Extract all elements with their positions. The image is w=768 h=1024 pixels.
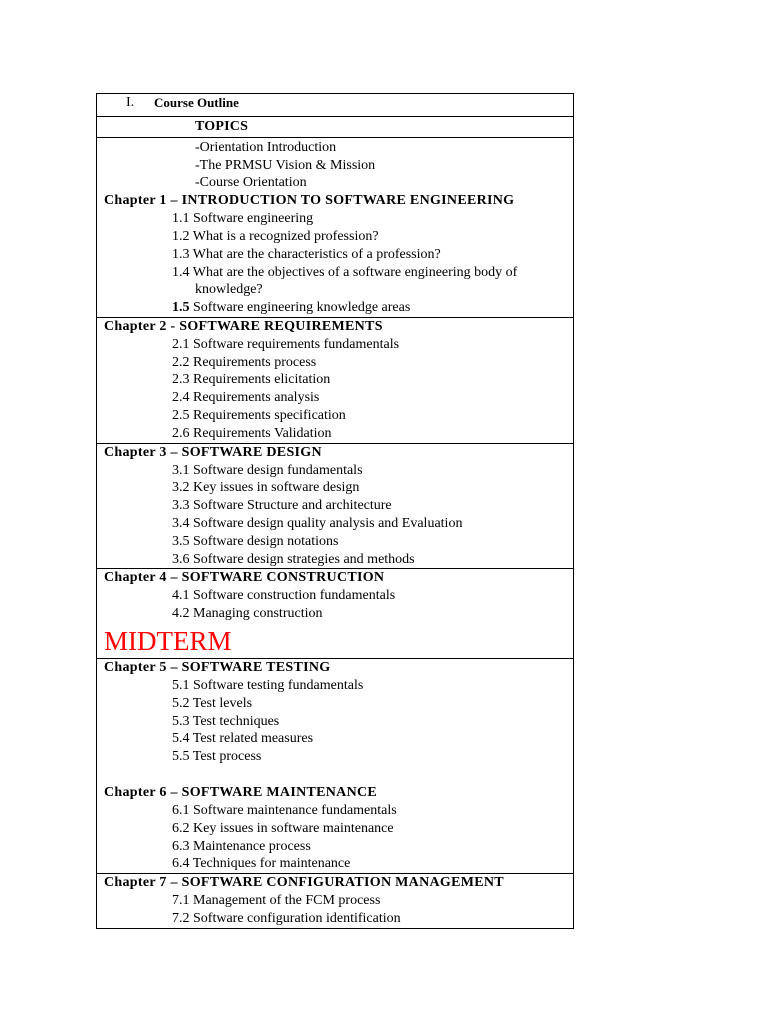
- item-text: Software engineering knowledge areas: [193, 300, 411, 316]
- chapter-2-item: 2.1 Software requirements fundamentals: [172, 336, 400, 352]
- chapter-1-item-continuation: knowledge?: [195, 282, 263, 298]
- orientation-item: -The PRMSU Vision & Mission: [195, 157, 376, 173]
- blank-line: [104, 766, 566, 784]
- chapter-7-item: 7.2 Software configuration identification: [172, 911, 401, 927]
- chapter-3-item: 3.3 Software Structure and architecture: [172, 498, 392, 514]
- chapter-3-item: 3.2 Key issues in software design: [172, 480, 360, 496]
- chapter-3-cell: [97, 443, 574, 569]
- chapter-4-item: 4.2 Managing construction: [172, 606, 323, 622]
- orientation-and-chapter-1-row: [97, 138, 574, 318]
- chapter-1-item: 1.3 What are the characteristics of a profession?: [172, 246, 441, 262]
- chapter-7-title: Chapter 7 – SOFTWARE CONFIGURATION MANAGEMENT: [104, 875, 504, 891]
- chapter-2-cell: [97, 317, 574, 443]
- chapter-3-item: 3.1 Software design fundamentals: [172, 462, 363, 478]
- chapter-7-cell: [97, 874, 574, 929]
- item-number: 1.5: [172, 300, 190, 316]
- chapter-1-item: 1.2 What is a recognized profession?: [172, 228, 379, 244]
- chapter-7-row: [97, 874, 574, 929]
- chapter-1-item: 1.1 Software engineering: [172, 211, 314, 227]
- chapter-3-item: 3.5 Software design notations: [172, 533, 339, 549]
- section-numeral: I.: [126, 95, 135, 110]
- chapter-5-and-6-cell: [97, 659, 574, 874]
- chapter-3-item: 3.6 Software design strategies and methods: [172, 551, 415, 567]
- chapter-4-cell: [97, 569, 574, 659]
- chapter-5-item: 5.5 Test process: [172, 749, 262, 765]
- chapter-5-item: 5.4 Test related measures: [172, 731, 314, 747]
- midterm-label: MIDTERM: [104, 626, 232, 657]
- chapter-2-item: 2.6 Requirements Validation: [172, 425, 332, 441]
- chapter-6-item: 6.1 Software maintenance fundamentals: [172, 803, 397, 819]
- chapter-3-title: Chapter 3 – SOFTWARE DESIGN: [104, 444, 322, 460]
- chapter-4-row: [97, 569, 574, 659]
- course-outline-table: [96, 93, 574, 929]
- outline-header-cell: [97, 94, 574, 117]
- chapter-4-item: 4.1 Software construction fundamentals: [172, 588, 396, 604]
- chapter-7-item: 7.1 Management of the FCM process: [172, 893, 381, 909]
- orientation-item: -Course Orientation: [195, 175, 307, 191]
- chapter-1-title: Chapter 1 – INTRODUCTION TO SOFTWARE ENGINEERING: [104, 193, 515, 209]
- chapter-6-title: Chapter 6 – SOFTWARE MAINTENANCE: [104, 785, 378, 801]
- chapter-1-item: [104, 299, 566, 317]
- chapter-1-item: 1.4 What are the objectives of a software engineering body of: [172, 264, 518, 280]
- chapter-5-item: 5.1 Software testing fundamentals: [172, 678, 364, 694]
- chapter-3-item: 3.4 Software design quality analysis and Evaluation: [172, 516, 463, 532]
- chapter-3-row: [97, 443, 574, 569]
- chapter-6-item: 6.4 Techniques for maintenance: [172, 856, 351, 872]
- chapter-4-title: Chapter 4 – SOFTWARE CONSTRUCTION: [104, 570, 385, 586]
- orientation-and-chapter-1-cell: [97, 138, 574, 318]
- orientation-item: -Orientation Introduction: [195, 140, 337, 155]
- chapter-2-item: 2.3 Requirements elicitation: [172, 372, 331, 388]
- chapter-5-item: 5.3 Test techniques: [172, 713, 280, 729]
- chapter-2-item: 2.4 Requirements analysis: [172, 390, 320, 406]
- chapter-2-item: 2.2 Requirements process: [172, 354, 317, 370]
- chapter-5-item: 5.2 Test levels: [172, 695, 253, 711]
- chapter-5-title: Chapter 5 – SOFTWARE TESTING: [104, 660, 331, 676]
- chapter-2-item: 2.5 Requirements specification: [172, 408, 346, 424]
- topics-label: TOPICS: [195, 119, 249, 134]
- chapter-5-and-6-row: [97, 659, 574, 874]
- chapter-6-item: 6.3 Maintenance process: [172, 838, 311, 854]
- topics-header-cell: [97, 117, 574, 138]
- outline-header-row: [97, 94, 574, 117]
- chapter-2-row: [97, 317, 574, 443]
- topics-header-row: [97, 117, 574, 138]
- chapter-6-item: 6.2 Key issues in software maintenance: [172, 820, 394, 836]
- outline-title: Course Outline: [154, 95, 239, 110]
- chapter-2-title: Chapter 2 - SOFTWARE REQUIREMENTS: [104, 318, 383, 334]
